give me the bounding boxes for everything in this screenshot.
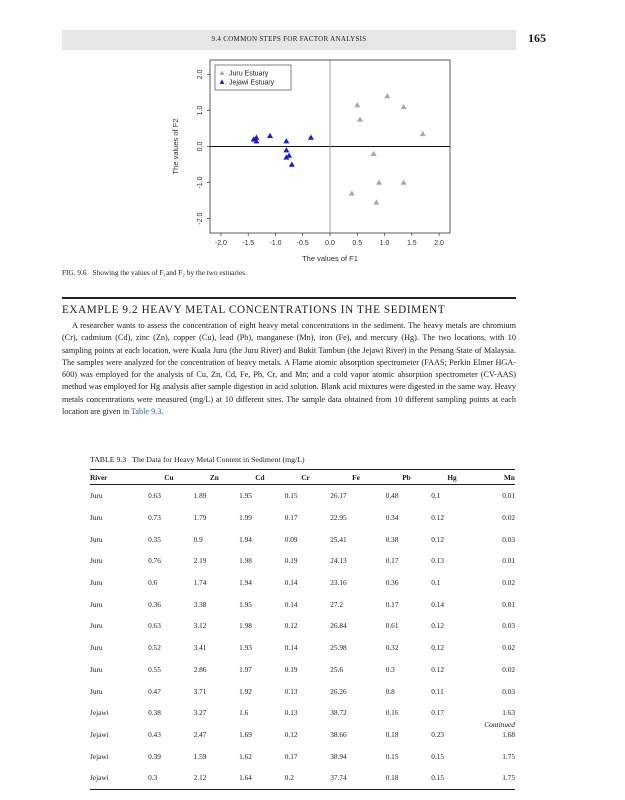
table-cell: 0.43: [148, 729, 161, 739]
table-cell: 0.63: [148, 621, 161, 631]
table-cell: 0.09: [284, 534, 298, 544]
table-cell: 0.15: [431, 751, 445, 761]
table-cell: 2.47: [193, 729, 207, 739]
table-cell: 0.12: [431, 621, 445, 631]
x-tick-label: 2.0: [434, 240, 444, 247]
table-cell: Juru: [90, 599, 103, 609]
figure-label: FIG. 9.6: [62, 268, 87, 277]
table-cell: Juru: [90, 513, 103, 523]
column-header-river: River: [90, 470, 146, 485]
table-caption-text: The Data for Heavy Metal Content in Sediment (mg/L): [132, 455, 305, 464]
table-cell: 0.17: [284, 513, 298, 523]
table-cell: 0.1: [431, 491, 441, 501]
table-cell: Jejawi: [90, 708, 109, 718]
table-cell: 0.23: [431, 729, 445, 739]
table-cell: 0.55: [148, 664, 161, 674]
continued-note: Continued: [484, 720, 515, 729]
data-point-jejawi-estuary: [308, 134, 314, 139]
table-cell: 2.19: [193, 556, 207, 566]
table-cell: 0.35: [148, 534, 161, 544]
data-point-juru-estuary: [371, 151, 377, 156]
table-cell: 0.13: [284, 708, 298, 718]
table-cell: 0.03: [502, 621, 515, 631]
table-cell: 0.76: [148, 556, 161, 566]
table-cell: Juru: [90, 621, 103, 631]
table-cell: 0.32: [385, 643, 399, 653]
y-tick-label: 1.0: [197, 105, 204, 116]
table-cell: 2.86: [193, 664, 207, 674]
table-cell: 0.34: [385, 513, 399, 523]
column-header-cr: Cr: [283, 470, 329, 485]
table-row: [90, 724, 515, 746]
table-row: [90, 767, 515, 789]
table-cell: 0.02: [502, 664, 515, 674]
column-header-zn: Zn: [192, 470, 238, 485]
table-cell: 26.84: [330, 621, 347, 631]
table-cell: 0.12: [284, 729, 298, 739]
data-point-juru-estuary: [420, 131, 426, 136]
table-cell: 0.16: [385, 708, 399, 718]
table-header-row: [90, 470, 515, 485]
table-cell: 1.89: [193, 491, 207, 501]
section-rule: [62, 297, 516, 299]
table-cell: Juru: [90, 534, 103, 544]
table-cell: 0.02: [502, 643, 515, 653]
table-cell: 0.2: [283, 767, 329, 789]
table-row: [90, 702, 515, 724]
table-cell: 1.75: [502, 751, 515, 761]
table-cell: 0.14: [284, 578, 298, 588]
table-cell: 0.6: [148, 578, 158, 588]
heavy-metal-table: [90, 469, 515, 790]
table-cell: Juru: [90, 556, 103, 566]
data-point-jejawi-estuary: [283, 147, 289, 152]
x-tick-label: 0.5: [352, 240, 363, 247]
table-cell: 0.01: [502, 599, 515, 609]
table-cell: 0.02: [502, 578, 515, 588]
table-cell: 0.14: [284, 599, 298, 609]
table-cell: 38.66: [330, 729, 347, 739]
table-cell: 25.98: [330, 643, 347, 653]
data-point-jejawi-estuary: [267, 133, 273, 138]
example-paragraph: [62, 320, 516, 418]
table-row: [90, 572, 515, 594]
table-cell: 1.99: [239, 513, 252, 523]
table-cell: 1.97: [239, 664, 252, 674]
column-header-mn: Mn: [475, 470, 515, 485]
legend-entry: Jejawi Estuary: [229, 79, 275, 87]
table-cell: 22.95: [330, 513, 347, 523]
paragraph-end: .: [161, 407, 164, 417]
table-caption: [90, 455, 305, 464]
table-cell: 0.12: [431, 664, 445, 674]
table-cell: 0.19: [284, 556, 298, 566]
table-cell: 0.15: [284, 491, 298, 501]
table-cell: 0.14: [431, 599, 445, 609]
data-point-juru-estuary: [384, 93, 390, 98]
table-cell: 0.13: [284, 686, 298, 696]
data-point-juru-estuary: [349, 190, 355, 195]
table-cell: 2.12: [192, 767, 238, 789]
table-cell: 26.17: [330, 491, 347, 501]
data-point-juru-estuary: [357, 116, 363, 121]
table-cell: 1.69: [239, 729, 252, 739]
table-cell: 3.38: [193, 599, 207, 609]
table-cell: 0.11: [431, 686, 444, 696]
x-tick-label: -1.0: [269, 240, 282, 247]
table-cell: 0.03: [502, 686, 515, 696]
legend-entry: Juru Estuary: [229, 70, 269, 78]
table-cell: 0.12: [431, 513, 445, 523]
figure-caption: [62, 268, 247, 277]
figure-caption-text: Showing the values of F₁and F₂ by the two estuaries.: [92, 268, 247, 277]
table-cell: 0.8: [385, 686, 395, 696]
table-cell: 0.1: [431, 578, 441, 588]
table-cell: 1.68: [502, 729, 515, 739]
x-tick-label: 1.0: [379, 240, 390, 247]
table-cell: 0.52: [148, 643, 161, 653]
column-header-hg: Hg: [429, 470, 475, 485]
table-cell: Jejawi: [90, 729, 109, 739]
table-row: [90, 507, 515, 529]
table-cell: Juru: [90, 491, 103, 501]
table-cell: 0.17: [385, 599, 399, 609]
data-point-juru-estuary: [354, 102, 360, 107]
table-cell: 0.02: [502, 513, 515, 523]
table-cell: 0.15: [429, 767, 475, 789]
table-row: [90, 593, 515, 615]
x-tick-label: -1.5: [242, 240, 255, 247]
table-cell: 0.15: [385, 751, 399, 761]
column-header-cu: Cu: [146, 470, 192, 485]
table-cell: 3.41: [193, 643, 207, 653]
column-header-fe: Fe: [328, 470, 383, 485]
table-cell: 0.13: [431, 556, 445, 566]
table-cell: 1.62: [239, 751, 252, 761]
table-cell: 0.36: [385, 578, 399, 588]
column-header-pb: Pb: [384, 470, 430, 485]
y-tick-label: -1.0: [197, 176, 204, 189]
table-cell: 1.95: [239, 599, 252, 609]
table-cell: 0.12: [431, 643, 445, 653]
data-point-jejawi-estuary: [283, 138, 289, 143]
page-number: 165: [528, 31, 546, 45]
data-point-juru-estuary: [401, 104, 407, 109]
table-cell: 0.14: [284, 643, 298, 653]
table-cell: 26.26: [330, 686, 347, 696]
data-point-jejawi-estuary: [289, 162, 295, 167]
table-cell: 1.92: [239, 686, 252, 696]
table-label: TABLE 9.3: [90, 455, 127, 464]
table-row: [90, 659, 515, 681]
table-cell: 1.98: [239, 621, 252, 631]
table-cell: Jejawi: [90, 767, 146, 789]
table-cell: 1.93: [239, 643, 252, 653]
table-cell: 25.6: [330, 664, 344, 674]
table-row: [90, 637, 515, 659]
data-point-juru-estuary: [373, 199, 379, 204]
x-tick-label: -2.0: [214, 240, 227, 247]
table-reference-link[interactable]: Table 9.3: [130, 407, 162, 417]
table-cell: 3.27: [193, 708, 207, 718]
table-cell: 0.17: [284, 751, 298, 761]
table-cell: 0.61: [385, 621, 399, 631]
y-tick-label: -2.0: [197, 212, 204, 225]
table-cell: 1.79: [193, 513, 207, 523]
table-cell: 1.94: [239, 578, 252, 588]
table-cell: 24.13: [330, 556, 347, 566]
table-cell: 0.47: [148, 686, 161, 696]
table-cell: 1.74: [193, 578, 207, 588]
table-cell: Juru: [90, 578, 103, 588]
table-cell: 0.39: [148, 751, 161, 761]
table-cell: 0.18: [385, 729, 399, 739]
data-point-juru-estuary: [401, 180, 407, 185]
table-cell: 0.63: [148, 491, 161, 501]
table-cell: 0.12: [284, 621, 298, 631]
table-cell: 1.98: [239, 556, 252, 566]
scatter-plot: [168, 55, 458, 265]
data-point-juru-estuary: [376, 180, 382, 185]
example-title: EXAMPLE 9.2 HEAVY METAL CONCENTRATIONS IN THE SEDIMENT: [62, 304, 446, 316]
table-cell: 1.64: [237, 767, 283, 789]
table-cell: 0.03: [502, 534, 515, 544]
table-cell: Juru: [90, 686, 103, 696]
table-cell: 1.63: [502, 708, 515, 718]
table-cell: 1.6: [239, 708, 249, 718]
table-cell: 0.19: [284, 664, 298, 674]
table-cell: 0.18: [384, 767, 430, 789]
y-tick-label: 0.0: [197, 141, 204, 152]
table-cell: 23.16: [330, 578, 347, 588]
table-cell: 0.01: [502, 556, 515, 566]
table-cell: Juru: [90, 664, 103, 674]
table-cell: 0.73: [148, 513, 161, 523]
table-cell: 0.9: [193, 534, 203, 544]
table-cell: 1.94: [239, 534, 252, 544]
table-cell: 0.3: [385, 664, 395, 674]
table-cell: 0.01: [502, 491, 515, 501]
table-cell: 3.12: [193, 621, 207, 631]
table-cell: 0.36: [148, 599, 161, 609]
table-cell: 38.94: [330, 751, 347, 761]
table-cell: 0.38: [385, 534, 399, 544]
y-axis-label: The values of F2: [171, 118, 180, 175]
table-cell: 25.41: [330, 534, 347, 544]
table-cell: Juru: [90, 643, 103, 653]
example-paragraph-text: A researcher wants to assess the concentration of eight heavy metal concentrations in the sediment. The heavy metals are chromium (Cr), cadmium (Cd), zinc (Zn), copper (Cu), lead (Pb), manganese (Mn), iron (Fe), and mercury (Hg). The two locations, with 10 sampling points at each location, were Kuala Juru (the Juru River) and Bukit Tambun (the Jejawi River) in the Penang State of Malaysia. The samples were analyzed for the concentration of heavy metals. A Flame atomic absorption spectrometer (FAAS; Perkin Elmer HGA-600) was employed for the analysis of Cu, Zn, Cd, Fe, Pb, Cr, and Mn; and a cold vapor atomic absorption spectrometer (CV-AAS) method was employed for Hg analysis after sample digestion in acid solution. Blank acid mixtures were digested in the same way. Heavy metals concentrations were measured (mg/L) at 10 different sites. The sample data obtained from 10 different sampling points at each location are given in: [62, 321, 516, 417]
x-tick-label: -0.5: [296, 240, 309, 247]
table-cell: 0.12: [431, 534, 445, 544]
table-cell: 0.17: [431, 708, 445, 718]
table-row: [90, 550, 515, 572]
table-cell: 38.72: [330, 708, 347, 718]
table-cell: 1.75: [475, 767, 515, 789]
table-cell: 0.48: [385, 491, 399, 501]
x-axis-label: The values of F1: [302, 254, 358, 263]
x-tick-label: 0.0: [325, 240, 335, 247]
table-cell: 1.59: [193, 751, 207, 761]
table-row: [90, 680, 515, 702]
table-cell: Jejawi: [90, 751, 109, 761]
table-cell: 37.74: [328, 767, 383, 789]
column-header-cd: Cd: [237, 470, 283, 485]
table-row: [90, 485, 515, 507]
table-row: [90, 745, 515, 767]
running-header-title: 9.4 COMMON STEPS FOR FACTOR ANALYSIS: [211, 35, 367, 43]
y-tick-label: 2.0: [197, 69, 204, 80]
table-cell: 1.95: [239, 491, 252, 501]
table-row: [90, 615, 515, 637]
table-cell: 27.2: [330, 599, 344, 609]
table-cell: 0.3: [146, 767, 192, 789]
table-row: [90, 528, 515, 550]
table-cell: 0.17: [385, 556, 399, 566]
table-cell: 0.38: [148, 708, 161, 718]
table-cell: 3.71: [193, 686, 207, 696]
x-tick-label: 1.5: [406, 240, 417, 247]
